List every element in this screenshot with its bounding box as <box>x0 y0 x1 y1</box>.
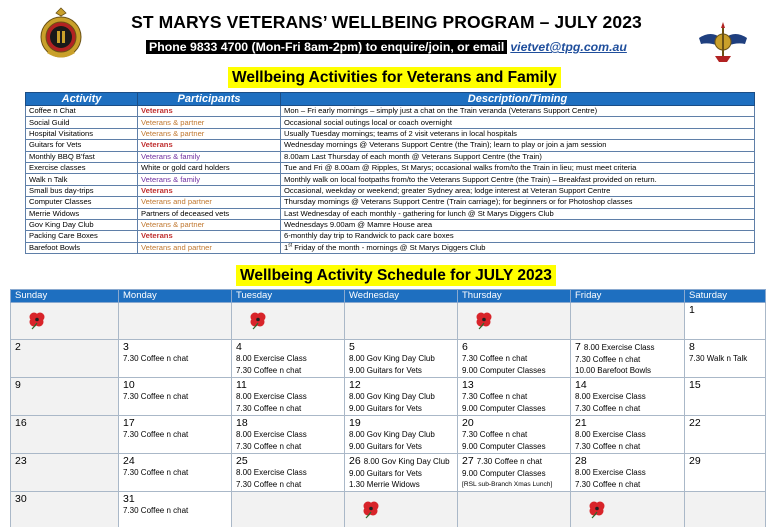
calendar-event: 7.30 Coffee n chat <box>462 430 528 439</box>
day-number: 30 <box>15 493 27 505</box>
column-header-activity: Activity <box>26 93 138 106</box>
calendar-day-cell <box>345 492 458 527</box>
day-number: 22 <box>689 417 701 429</box>
activity-name: Coffee n Chat <box>26 106 138 117</box>
activity-participants: Veterans <box>138 185 281 196</box>
calendar-event: 9.00 Guitars for Vets <box>349 365 422 375</box>
calendar-event: 8.00 Exercise Class <box>575 392 646 401</box>
calendar-event: 7.30 Coffee n chat <box>123 392 189 401</box>
table-row <box>26 208 755 219</box>
day-number: 23 <box>15 455 27 467</box>
calendar-event: 7.30 Coffee n chat <box>462 354 528 363</box>
activity-description: Thursday mornings @ Veterans Support Centre (Train carriage); for beginners or for Photoshop classes <box>281 197 755 208</box>
calendar-event: 7.30 Coffee n chat <box>462 392 528 401</box>
day-number: 13 <box>462 379 474 391</box>
calendar-event: 9.00 Guitars for Vets <box>349 403 422 413</box>
calendar-day-cell <box>232 454 345 492</box>
calendar-event: 7.30 Coffee n chat <box>575 441 641 451</box>
activity-participants: Veterans & partner <box>138 128 281 139</box>
column-header-participants: Participants <box>138 93 281 106</box>
day-number: 12 <box>349 379 361 391</box>
description-superscript: st <box>288 242 293 249</box>
calendar-day-cell <box>119 340 232 378</box>
activity-description: 8.00am Last Thursday of each month @ Veterans Support Centre (the Train) <box>281 151 755 162</box>
table-row <box>26 231 755 242</box>
calendar-event: 7.30 Coffee n chat <box>236 479 302 489</box>
activity-participants: Veterans <box>138 140 281 151</box>
poppy-icon <box>361 499 381 519</box>
activity-participants: Veterans & family <box>138 151 281 162</box>
activity-description <box>281 242 755 253</box>
activity-participants: Veterans and partner <box>138 197 281 208</box>
calendar-event: 8.00 Exercise Class <box>236 468 307 477</box>
calendar-event: 1.30 Merrie Widows <box>349 480 420 489</box>
day-header-saturday: Saturday <box>685 290 766 303</box>
activity-name: Guitars for Vets <box>26 140 138 151</box>
calendar-day-cell <box>119 378 232 416</box>
activity-name: Small bus day-trips <box>26 185 138 196</box>
calendar-event: 7.30 Coffee n chat <box>575 354 641 364</box>
activity-description: Tue and Fri @ 8.00am @ Ripples, St Marys; occasional walks from/to the Train in lieu; must meet criteria <box>281 162 755 173</box>
activity-participants: Partners of deceased vets <box>138 208 281 219</box>
calendar-event: 7.30 Coffee n chat <box>123 430 189 439</box>
calendar-day-cell <box>458 340 571 378</box>
calendar-day-cell <box>571 416 685 454</box>
calendar-day-cell <box>232 303 345 340</box>
calendar-day-cell <box>119 492 232 527</box>
calendar-day-cell <box>685 378 766 416</box>
table-row <box>26 140 755 151</box>
poppy-icon <box>248 310 268 330</box>
day-number: 11 <box>236 379 247 391</box>
email-link[interactable]: vietvet@tpg.com.au <box>510 40 627 54</box>
day-number: 25 <box>236 455 248 467</box>
calendar-day-cell <box>458 303 571 340</box>
calendar-day-cell <box>119 303 232 340</box>
day-header-wednesday: Wednesday <box>345 290 458 303</box>
activity-participants: Veterans <box>138 231 281 242</box>
day-number: 28 <box>575 455 587 467</box>
day-header-monday: Monday <box>119 290 232 303</box>
calendar-event: 10.00 Barefoot Bowls <box>575 366 652 375</box>
description-text: Friday of the month - mornings @ St Marys Diggers Club <box>292 242 486 252</box>
page-title: ST MARYS VETERANS’ WELLBEING PROGRAM – JULY 2023 <box>131 12 642 32</box>
day-number: 5 <box>349 341 355 353</box>
calendar-day-cell <box>345 378 458 416</box>
day-number: 18 <box>236 417 248 429</box>
day-number: 20 <box>462 417 474 429</box>
table-row <box>26 242 755 253</box>
day-number: 29 <box>689 455 701 467</box>
activity-name: Social Guild <box>26 117 138 128</box>
calendar-event: 9.00 Computer Classes <box>462 441 546 451</box>
day-number: 14 <box>575 379 587 391</box>
day-number: 21 <box>575 417 587 429</box>
activities-table <box>25 92 755 254</box>
calendar-day-cell <box>11 378 119 416</box>
calendar-event: 7.30 Coffee n chat <box>236 441 302 451</box>
day-number: 15 <box>689 379 701 391</box>
activity-description: Mon – Fri early mornings – simply just a chat on the Train veranda (Veterans Support Centre) <box>281 106 755 117</box>
activity-description: 6-monthly day trip to Randwick to pack care boxes <box>281 231 755 242</box>
activities-heading: Wellbeing Activities for Veterans and Family <box>228 67 561 88</box>
day-number: 31 <box>123 493 135 505</box>
calendar-event: 7.30 Coffee n chat <box>575 403 641 413</box>
activity-name: Gov King Day Club <box>26 219 138 230</box>
day-header-sunday: Sunday <box>11 290 119 303</box>
table-row <box>26 197 755 208</box>
day-number: 24 <box>123 455 135 467</box>
activity-description: Monthly walk on local footpaths from/to the Veterans Support Centre (the Train) – Breakfast provided on return. <box>281 174 755 185</box>
calendar-day-cell <box>685 492 766 527</box>
day-header-friday: Friday <box>571 290 685 303</box>
calendar-week <box>11 454 766 492</box>
calendar-day-cell <box>571 454 685 492</box>
calendar-event: 8.00 Exercise Class <box>236 430 307 439</box>
calendar-day-cell <box>232 340 345 378</box>
activity-description: Wednesday mornings @ Veterans Support Centre (the Train); learn to play or join a jam session <box>281 140 755 151</box>
day-number: 26 <box>349 455 361 467</box>
calendar-day-cell <box>119 416 232 454</box>
contact-line <box>146 38 627 56</box>
calendar-day-cell <box>458 454 571 492</box>
table-row <box>26 219 755 230</box>
day-number: 1 <box>689 304 695 316</box>
activity-participants: Veterans & partner <box>138 219 281 230</box>
day-number: 19 <box>349 417 361 429</box>
calendar-day-cell <box>571 340 685 378</box>
table-row <box>26 185 755 196</box>
poppy-icon <box>587 499 607 519</box>
description-prefix: 1 <box>284 242 289 252</box>
calendar-day-cell <box>571 303 685 340</box>
activity-participants: Veterans <box>138 106 281 117</box>
calendar-day-cell <box>232 492 345 527</box>
activity-name: Packing Care Boxes <box>26 231 138 242</box>
calendar-day-cell <box>458 416 571 454</box>
poppy-icon <box>27 310 47 330</box>
calendar-event: 9.00 Computer Classes <box>462 468 546 478</box>
calendar-day-cell <box>571 492 685 527</box>
activity-description: Wednesdays 9.00am @ Mamre House area <box>281 219 755 230</box>
calendar-event: 8.00 Exercise Class <box>575 430 646 439</box>
calendar-event: 7.30 Coffee n chat <box>123 468 189 477</box>
table-row <box>26 106 755 117</box>
calendar-day-cell <box>11 416 119 454</box>
activity-description: Usually Tuesday mornings; teams of 2 visit veterans in local hospitals <box>281 128 755 139</box>
day-number: 8 <box>689 341 695 353</box>
activity-description: Last Wednesday of each monthly - gathering for lunch @ St Marys Diggers Club <box>281 208 755 219</box>
calendar-event: 7.30 Coffee n chat <box>236 403 302 413</box>
activity-participants: Veterans and partner <box>138 242 281 253</box>
calendar-event: 8.00 Gov King Day Club <box>349 430 435 439</box>
calendar-event: 8.00 Exercise Class <box>236 392 307 401</box>
activity-name: Hospital Visitations <box>26 128 138 139</box>
phone-text: Phone 9833 4700 (Mon-Fri 8am-2pm) to enquire/join, or email <box>146 40 507 54</box>
calendar-day-cell <box>345 454 458 492</box>
calendar-week <box>11 303 766 340</box>
calendar-event: 9.00 Computer Classes <box>462 365 546 375</box>
calendar-day-cell <box>345 416 458 454</box>
table-row <box>26 117 755 128</box>
calendar-event: 9.00 Guitars for Vets <box>349 468 422 478</box>
calendar-day-cell <box>119 454 232 492</box>
calendar-day-cell <box>685 416 766 454</box>
calendar-day-cell <box>11 454 119 492</box>
calendar-event: 9.00 Computer Classes <box>462 403 546 413</box>
calendar-day-cell <box>11 492 119 527</box>
day-number: 7 <box>575 341 581 353</box>
calendar-event: 8.00 Exercise Class <box>236 354 307 363</box>
day-number: 17 <box>123 417 135 429</box>
calendar-week <box>11 416 766 454</box>
calendar-week <box>11 378 766 416</box>
calendar-day-cell <box>345 303 458 340</box>
activity-name: Walk n Talk <box>26 174 138 185</box>
day-number: 6 <box>462 341 468 353</box>
calendar-day-cell <box>11 340 119 378</box>
day-number: 3 <box>123 341 129 353</box>
calendar-event: 7.30 Coffee n chat <box>123 354 189 363</box>
day-number: 10 <box>123 379 135 391</box>
calendar-event: 8.00 Gov King Day Club <box>363 457 450 466</box>
day-number: 2 <box>15 341 21 353</box>
activity-description: Occasional, weekday or weekend; greater Sydney area; lodge interest at Veteran Support Centre <box>281 185 755 196</box>
calendar-day-cell <box>345 340 458 378</box>
calendar-note: [RSL sub-Branch Xmas Lunch] <box>462 481 553 488</box>
calendar-event: 7.30 Coffee n chat <box>236 365 302 375</box>
calendar-week <box>11 340 766 378</box>
calendar-event: 7.30 Coffee n chat <box>123 506 189 515</box>
calendar-day-cell <box>685 303 766 340</box>
activity-name: Exercise classes <box>26 162 138 173</box>
calendar-event: 7.30 Walk n Talk <box>689 354 748 363</box>
activity-name: Barefoot Bowls <box>26 242 138 253</box>
calendar-day-cell <box>458 492 571 527</box>
activity-name: Computer Classes <box>26 197 138 208</box>
calendar-event: 8.00 Gov King Day Club <box>349 392 435 401</box>
calendar-day-cell <box>685 454 766 492</box>
calendar-day-cell <box>232 416 345 454</box>
calendar-event: 8.00 Gov King Day Club <box>349 354 435 363</box>
calendar-event: 8.00 Exercise Class <box>583 343 655 352</box>
day-number: 4 <box>236 341 242 353</box>
calendar-event: 8.00 Exercise Class <box>575 468 646 477</box>
day-number: 16 <box>15 417 27 429</box>
calendar-day-cell <box>685 340 766 378</box>
schedule-heading: Wellbeing Activity Schedule for JULY 2023 <box>236 265 556 286</box>
day-number: 27 <box>462 455 474 467</box>
activity-participants: Veterans & partner <box>138 117 281 128</box>
calendar-day-cell <box>571 378 685 416</box>
column-header-description: Description/Timing <box>281 93 755 106</box>
day-header-thursday: Thursday <box>458 290 571 303</box>
table-row <box>26 151 755 162</box>
calendar-event: 9.00 Guitars for Vets <box>349 441 422 451</box>
calendar-day-cell <box>232 378 345 416</box>
table-row <box>26 174 755 185</box>
activity-description: Occasional social outings local or coach overnight <box>281 117 755 128</box>
calendar-week <box>11 492 766 527</box>
table-row <box>26 162 755 173</box>
calendar-event: 7.30 Coffee n chat <box>476 457 542 466</box>
day-header-tuesday: Tuesday <box>232 290 345 303</box>
activity-participants: Veterans & family <box>138 174 281 185</box>
activity-name: Monthly BBQ B’fast <box>26 151 138 162</box>
calendar-day-cell <box>458 378 571 416</box>
activity-participants: White or gold card holders <box>138 162 281 173</box>
poppy-icon <box>474 310 494 330</box>
day-number: 9 <box>15 379 21 391</box>
calendar-event: 7.30 Coffee n chat <box>575 479 641 489</box>
calendar-day-cell <box>11 303 119 340</box>
schedule-calendar <box>10 289 766 527</box>
activity-name: Merrie Widows <box>26 208 138 219</box>
table-row <box>26 128 755 139</box>
